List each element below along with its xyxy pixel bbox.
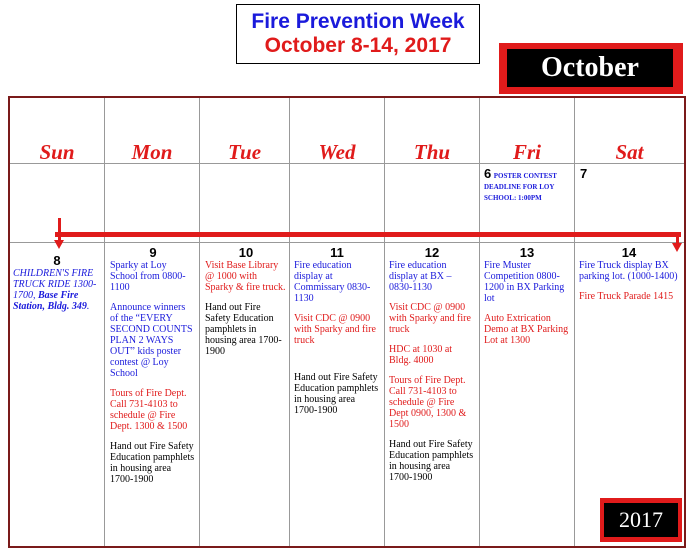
date-number: 14 — [621, 245, 637, 260]
event-item: Hand out Fire Safety Education pamphlets in housing area 1700-1900 — [294, 372, 379, 416]
cell-oct-12 — [389, 245, 475, 492]
title-box — [236, 4, 480, 64]
event-item: Fire education display at BX – 0830-1130 — [389, 260, 452, 293]
event-item: Auto Extrication Demo at BX Parking Lot at 1300 — [484, 313, 569, 346]
day-header-fri: Fri — [512, 140, 541, 164]
cell-oct-6 — [484, 166, 572, 203]
day-header-wed: Wed — [318, 140, 356, 164]
grid-divider — [384, 98, 385, 546]
day-header-sun: Sun — [39, 140, 75, 164]
event-item: Hand out Fire Safety Education pamphlets in housing area 1700-1900 — [205, 302, 282, 357]
event-item: Visit CDC @ 0900 with Sparky and fire truck — [294, 313, 376, 346]
event-item: Fire Truck Parade 1415 — [579, 291, 674, 302]
event-item: Fire education display at Commissary 0830-1130 — [294, 260, 371, 304]
date-number: 11 — [330, 245, 344, 260]
month-banner — [499, 43, 683, 94]
poster-contest-deadline: POSTER CONTEST DEADLINE FOR LOY SCHOOL: 1:00PM — [484, 172, 557, 202]
date-number: 12 — [424, 245, 440, 260]
page-subtitle-dates: October 8-14, 2017 — [264, 34, 452, 57]
year-banner — [600, 498, 682, 542]
event-item: Fire Truck display BX parking lot. (1000-1400) — [579, 260, 678, 282]
calendar-grid — [8, 96, 686, 548]
arrow-down-icon — [54, 240, 64, 249]
date-number: 9 — [149, 245, 157, 260]
cell-oct-10 — [205, 245, 287, 366]
day-header-tue: Tue — [227, 140, 262, 164]
page-title: Fire Prevention Week — [251, 10, 465, 33]
event-item: Tours of Fire Dept. Call 731-4103 to schedule @ Fire Dept 0900, 1300 & 1500 — [389, 375, 467, 430]
event-item: Hand out Fire Safety Education pamphlets in housing area 1700-1900 — [389, 439, 474, 483]
grid-divider — [10, 242, 684, 243]
arrow-stem-left — [58, 218, 61, 242]
cell-oct-11 — [294, 245, 380, 425]
cell-oct-7 — [580, 166, 680, 181]
date-number: 10 — [238, 245, 254, 260]
event-item: Sparky at Loy School from 0800-1100 — [110, 260, 186, 293]
event-item: Tours of Fire Dept. Call 731-4103 to schedule @ Fire Dept. 1300 & 1500 — [110, 388, 188, 432]
cell-oct-14 — [579, 245, 679, 311]
grid-divider — [104, 98, 105, 546]
cell-oct-13 — [484, 245, 570, 355]
day-header-sat: Sat — [615, 140, 644, 164]
grid-divider — [289, 98, 290, 546]
event-item: Visit CDC @ 0900 with Sparky and fire truck — [389, 302, 471, 335]
event-fire-truck-ride: CHILDREN'S FIRE TRUCK RIDE 1300-1700, — [13, 268, 97, 301]
month-label: October — [507, 49, 673, 87]
grid-divider — [574, 98, 575, 546]
cell-oct-9 — [110, 245, 196, 494]
date-number: 6 — [484, 166, 492, 181]
week-timeline-bar — [55, 232, 681, 237]
event-item: HDC at 1030 at Bldg. 4000 — [389, 344, 453, 366]
day-header-mon: Mon — [131, 140, 173, 164]
event-item: Announce winners of the “EVERY SECOND COUNTS PLAN 2 WAYS OUT” kids poster contest @ Loy School — [110, 302, 193, 379]
event-item: Hand out Fire Safety Education pamphlets in housing area 1700-1900 — [110, 441, 195, 485]
date-number: 7 — [580, 166, 588, 181]
event-period: . — [86, 301, 90, 312]
event-location: Base Fire Station, Bldg. 349 — [13, 290, 87, 312]
grid-divider — [199, 98, 200, 546]
cell-oct-8 — [13, 253, 101, 312]
grid-divider — [479, 98, 480, 546]
date-number: 8 — [53, 253, 61, 268]
arrow-down-icon — [672, 243, 682, 252]
year-label: 2017 — [604, 503, 678, 537]
date-number: 13 — [519, 245, 535, 260]
event-item: Fire Muster Competition 0800-1200 in BX Parking lot — [484, 260, 565, 304]
day-header-thu: Thu — [413, 140, 451, 164]
event-item: Visit Base Library @ 1000 with Sparky & fire truck. — [205, 260, 286, 293]
